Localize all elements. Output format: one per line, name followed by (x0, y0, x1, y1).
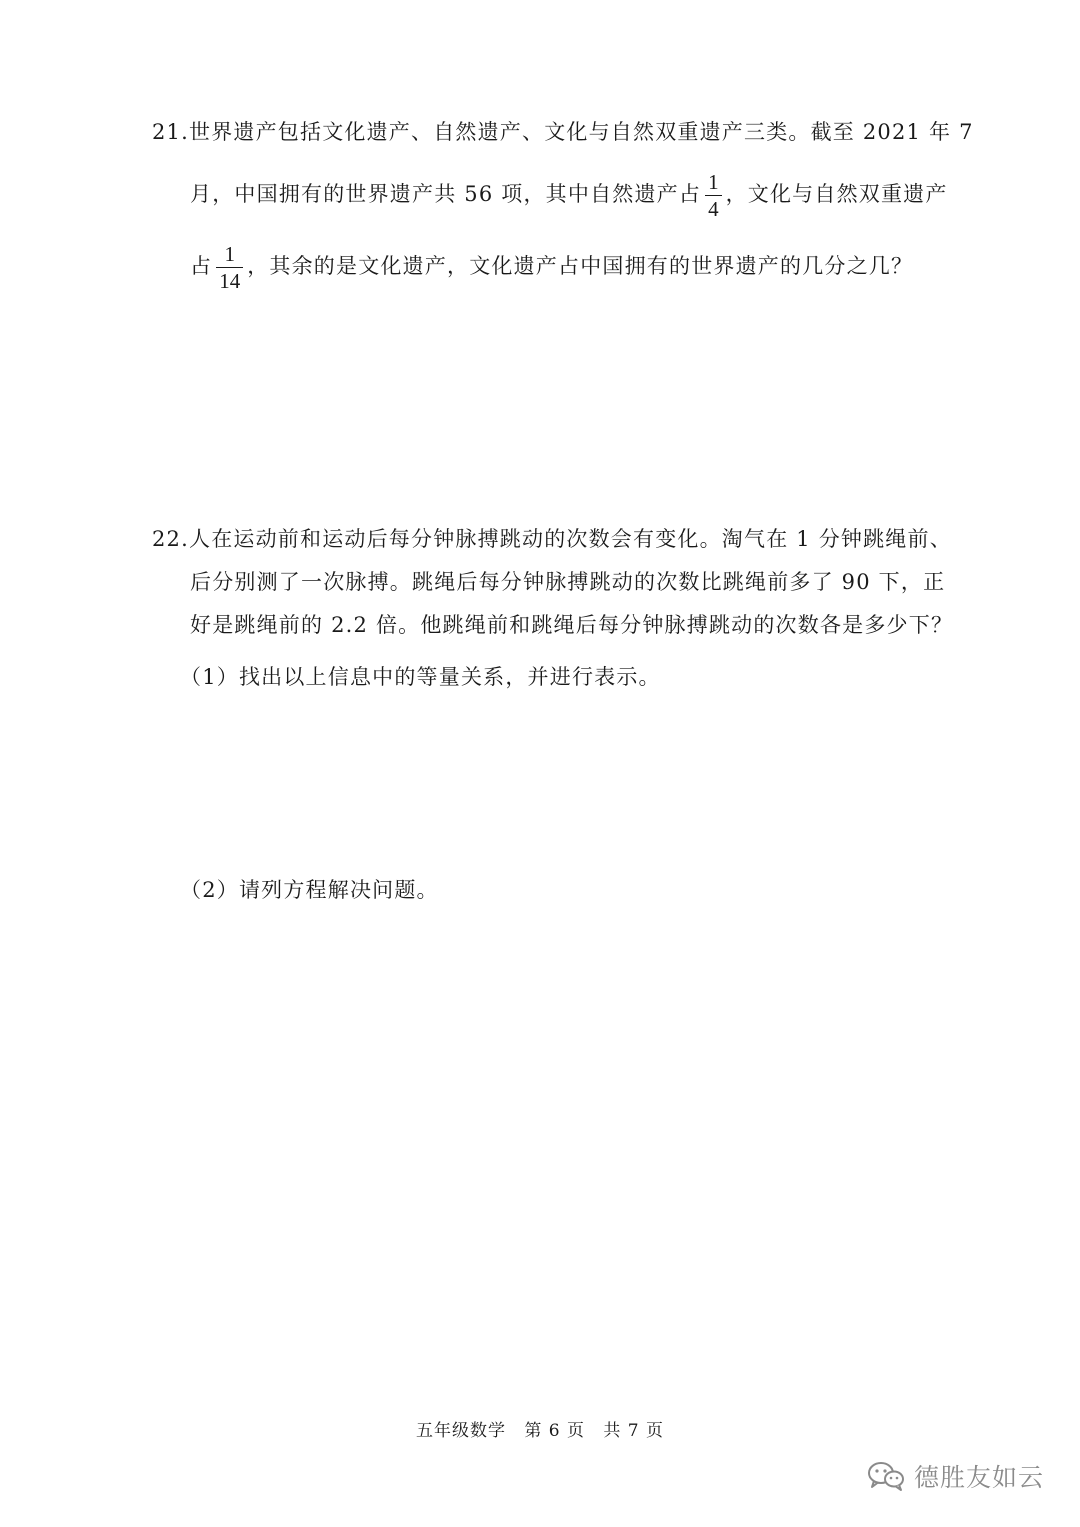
watermark (866, 1458, 1044, 1494)
q22-line-3: 好是跳绳前的 2.2 倍。他跳绳前和跳绳后每分钟脉搏跳动的次数各是多少下？ (190, 613, 954, 637)
footer-total-pages: 共 7 页 (603, 1421, 665, 1441)
fraction-numerator: 1 (708, 170, 719, 194)
q22-line-1: 22.人在运动前和运动后每分钟脉搏跳动的次数会有变化。淘气在 1 分钟跳绳前、 (152, 527, 952, 551)
fraction-numerator: 1 (224, 242, 235, 266)
fraction-bar (216, 267, 243, 268)
q21-line-2 (190, 170, 948, 221)
q22-part-2: （2）请列方程解决问题。 (180, 878, 439, 902)
footer-subject: 五年级数学 (415, 1421, 506, 1441)
q21-line-3-text-before: 占 (190, 254, 213, 278)
q22-line-2: 后分别测了一次脉搏。跳绳后每分钟脉搏跳动的次数比跳绳前多了 90 下，正 (190, 570, 946, 594)
fraction-denominator: 14 (219, 269, 241, 293)
q21-line-3 (190, 242, 913, 293)
q21-line-2-text-after: ，文化与自然双重遗产 (725, 182, 948, 206)
q21-line-1: 21.世界遗产包括文化遗产、自然遗产、文化与自然双重遗产三类。截至 2021 年 7 (152, 120, 974, 144)
fraction-denominator: 4 (708, 197, 719, 221)
wechat-icon (866, 1460, 906, 1492)
fraction-one-fourteenth (216, 242, 243, 293)
footer-page-number: 第 6 页 (524, 1421, 585, 1441)
page-footer (0, 1416, 1080, 1441)
q21-line-3-text-after: ，其余的是文化遗产，文化遗产占中国拥有的世界遗产的几分之几？ (247, 254, 914, 278)
fraction-bar (705, 195, 722, 196)
watermark-text: 德胜友如云 (914, 1463, 1045, 1492)
q21-line-2-text-before: 月，中国拥有的世界遗产共 56 项，其中自然遗产占 (190, 182, 702, 206)
fraction-one-quarter (705, 170, 722, 221)
q22-part-1: （1）找出以上信息中的等量关系，并进行表示。 (180, 665, 661, 689)
